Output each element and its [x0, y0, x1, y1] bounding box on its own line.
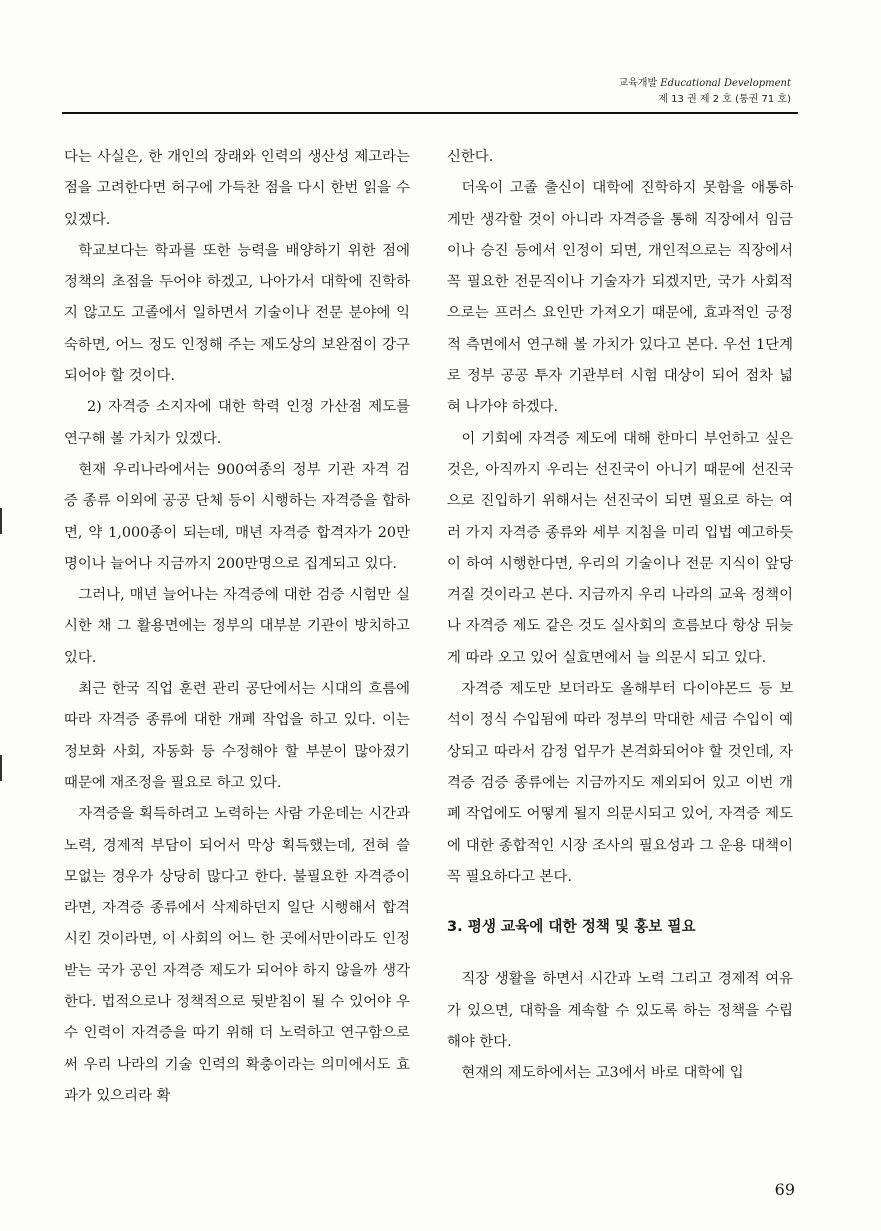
- journal-title-en: Educational Development: [660, 78, 791, 89]
- margin-mark: [0, 508, 2, 534]
- subheading-paragraph: 2) 자격증 소지자에 대한 학력 인정 가산점 제도를 연구해 볼 가치가 있겠다.: [64, 399, 410, 447]
- margin-mark: [0, 755, 2, 781]
- paragraph: 자격증을 획득하려고 노력하는 사람 가운데는 시간과 노력, 경제적 부담이 되어서 막상 획득했는데, 전혀 쓸모없는 경우가 상당히 많다고 한다. 불필요한 자격증이라면, 자격증 종류에서 삭제하던지 일단 시행해서 합격시킨 것이라면, 이 사회의 어느 한 곳에서만이라도 인정받는 국가 공인 자격증 제도가 되어야 하지 않을까 생각한다. 법적으로나 정책적으로 뒷받침이 될 수 있어야 우수 인력이 자격증을 따기 위해 더 노력하고 연구함으로써 우리 나라의 기술 인력의 확충이라는 의미에서도 효과가 있으리라 확: [64, 806, 410, 1104]
- paragraph: 다는 사실은, 한 개인의 장래와 인력의 생산성 제고라는 점을 고려한다면 허구에 가득찬 점을 다시 한번 읽을 수 있겠다.: [64, 149, 410, 228]
- header-rule: [62, 112, 798, 114]
- journal-title: [618, 76, 791, 92]
- left-column: [64, 142, 410, 1112]
- issue-info: 제 13 권 제 2 호 (통권 71 호): [658, 94, 791, 105]
- paragraph: 신한다.: [447, 149, 494, 165]
- paragraph: 현재 우리나라에서는 900여종의 정부 기관 자격 검증 종류 이외에 공공 단체 등이 시행하는 자격증을 합하면, 약 1,000종이 되는데, 매년 자격증 합격자가 20만명이나 늘어나 지금까지 200만명으로 집계되고 있다.: [64, 461, 410, 572]
- paragraph: 현재의 제도하에서는 고3에서 바로 대학에 입: [461, 1065, 744, 1082]
- section-title: 3. 평생 교육에 대한 정책 및 홍보 필요: [447, 918, 696, 936]
- paragraph: 그러나, 매년 늘어나는 자격증에 대한 검증 시험만 실시한 채 그 활용면에는 정부의 대부분 기관이 방치하고 있다.: [64, 587, 410, 666]
- paragraph: 직장 생활을 하면서 시간과 노력 그리고 경제적 여유가 있으면, 대학을 계속할 수 있도록 하는 정책을 수립해야 한다.: [447, 971, 793, 1051]
- paragraph: 더욱이 고졸 출신이 대학에 진학하지 못함을 애통하게만 생각할 것이 아니라 자격증을 통해 직장에서 임금이나 승진 등에서 인정이 되면, 개인적으로는 직장에서 꼭 필요한 전문직이나 기술자가 되겠지만, 국가 사회적으로는 프러스 요인만 가져오기 때문에, 효과적인 긍정적 측면에서 연구해 볼 가치가 있다고 본다. 우선 1단계로 정부 공공 투자 기관부터 시험 대상이 되어 점차 넓혀 나가야 하겠다.: [447, 180, 793, 416]
- paragraph: 최근 한국 직업 훈련 관리 공단에서는 시대의 흐름에 따라 자격증 종류에 대한 개폐 작업을 하고 있다. 이는 정보화 사회, 자동화 등 수정해야 할 부분이 많아졌기 때문에 재조정을 필요로 하고 있다.: [64, 681, 410, 791]
- paragraph: 자격증 제도만 보더라도 올해부터 다이야몬드 등 보석이 정식 수입됨에 따라 정부의 막대한 세금 수입이 예상되고 따라서 감정 업무가 본격화되어야 할 것인데, 자격증 검증 종류에는 지금까지도 제외되어 있고 이번 개폐 작업에도 어떻게 될지 의문시되고 있어, 자격증 제도에 대한 종합적인 시장 조사의 필요성과 그 운용 대책이 꼭 필요하다고 본다.: [447, 681, 793, 885]
- journal-title-ko: 교육개발: [618, 78, 658, 89]
- page-number: 69: [774, 1180, 795, 1199]
- running-header: [618, 76, 791, 108]
- paragraph: 이 기회에 자격증 제도에 대해 한마디 부언하고 싶은 것은, 아직까지 우리는 선진국이 아니기 때문에 선진국으로 진입하기 위해서는 선진국이 되면 필요로 하는 여러 가지 자격증 종류와 세부 지침을 미리 입법 예고하듯이 하여 시행한다면, 우리의 기술이나 전문 지식이 앞당겨질 것이라고 본다. 지금까지 우리 나라의 교육 정책이나 자격증 제도 같은 것도 실사회의 흐름보다 항상 뒤늦게 따라 오고 있어 실효면에서 늘 의문시 되고 있다.: [447, 430, 793, 666]
- paragraph: 학교보다는 학과를 또한 능력을 배양하기 위한 점에 정책의 초점을 두어야 하겠고, 나아가서 대학에 진학하지 않고도 고졸에서 일하면서 기술이나 전문 분야에 익숙하면, 어느 정도 인정해 주는 제도상의 보완점이 강구되어야 할 것이다.: [64, 242, 410, 385]
- right-column: [447, 142, 793, 1090]
